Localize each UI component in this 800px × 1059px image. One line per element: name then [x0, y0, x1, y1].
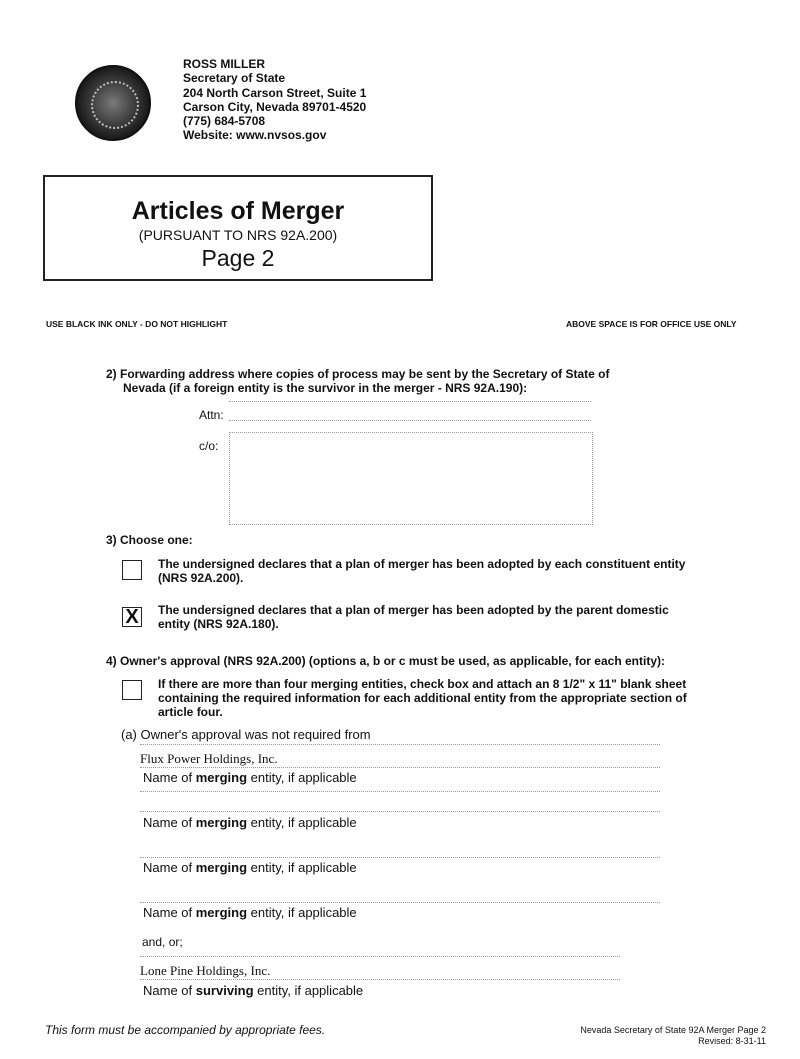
- option-parent-entity-line-1: The undersigned declares that a plan of merger has been adopted by the parent domestic: [158, 603, 669, 617]
- checkbox-each-entity[interactable]: [122, 560, 142, 580]
- merging-entity-2-caption: Name of merging entity, if applicable: [143, 815, 357, 830]
- form-revision-info: [580, 1025, 766, 1047]
- and-or-label: and, or;: [142, 935, 183, 949]
- merging-entity-1-value[interactable]: Flux Power Holdings, Inc.: [140, 751, 278, 766]
- section-2-line-1: 2) Forwarding address where copies of process may be sent by the Secretary of State of: [106, 367, 610, 381]
- section-3-heading: 3) Choose one:: [106, 533, 193, 547]
- section-4-heading: 4) Owner's approval (NRS 92A.200) (options a, b or c must be used, as applicable, for each entity):: [106, 654, 665, 668]
- office-phone: (775) 684-5708: [183, 114, 266, 129]
- attn-field[interactable]: [229, 420, 591, 421]
- surviving-entity-caption: Name of surviving entity, if applicable: [143, 983, 364, 998]
- merging-entity-2-top-border: [140, 791, 660, 792]
- co-address-field[interactable]: [229, 432, 593, 525]
- co-label: c/o:: [199, 439, 219, 453]
- office-website: Website: www.nvsos.gov: [183, 128, 327, 143]
- merging-entity-3-field: [140, 857, 660, 858]
- option-each-entity-line-2: (NRS 92A.200).: [158, 571, 244, 585]
- surviving-entity-field: [140, 979, 620, 980]
- form-title-box: [43, 175, 433, 281]
- surviving-entity-top-border: [140, 956, 620, 957]
- secretary-title: Secretary of State: [183, 71, 286, 86]
- attn-label: Attn:: [199, 408, 224, 422]
- section-2-line-2: Nevada (if a foreign entity is the survivor in the merger - NRS 92A.190):: [123, 381, 528, 395]
- option-each-entity-line-1: The undersigned declares that a plan of merger has been adopted by each constituent entity: [158, 557, 686, 571]
- attn-field-top-border: [229, 401, 591, 402]
- ink-instruction: USE BLACK INK ONLY - DO NOT HIGHLIGHT: [46, 319, 228, 329]
- additional-entities-note-line-2: containing the required information for each additional entity from the appropriate section of: [158, 691, 687, 705]
- form-title: Articles of Merger: [131, 197, 345, 225]
- merging-entity-2-field: [140, 811, 660, 812]
- office-header: [183, 57, 366, 143]
- option-parent-entity-line-2: entity (NRS 92A.180).: [158, 617, 279, 631]
- form-page-label: Page 2: [201, 245, 275, 271]
- surviving-entity-value[interactable]: Lone Pine Holdings, Inc.: [140, 963, 271, 978]
- additional-entities-note-line-1: If there are more than four merging entities, check box and attach an 8 1/2" x 11" blank sheet: [158, 677, 687, 691]
- form-revised-date: Revised: 8-31-11: [698, 1036, 766, 1046]
- option-a-label: (a) Owner's approval was not required from: [121, 727, 371, 742]
- fees-note: This form must be accompanied by appropriate fees.: [45, 1023, 326, 1037]
- office-city: Carson City, Nevada 89701-4520: [183, 99, 367, 114]
- additional-entities-note-line-3: article four.: [158, 705, 223, 719]
- form-subtitle: (PURSUANT TO NRS 92A.200): [138, 227, 338, 243]
- office-street: 204 North Carson Street, Suite 1: [183, 85, 367, 100]
- merging-entity-3-caption: Name of merging entity, if applicable: [143, 860, 357, 875]
- office-use-note: ABOVE SPACE IS FOR OFFICE USE ONLY: [566, 319, 737, 329]
- nevada-state-seal: [75, 65, 151, 141]
- secretary-name: ROSS MILLER: [183, 57, 266, 71]
- merging-entity-1-caption: Name of merging entity, if applicable: [143, 770, 357, 785]
- merging-entity-1-top-border: [140, 744, 660, 745]
- merging-entity-4-caption: Name of merging entity, if applicable: [143, 905, 357, 920]
- checkbox-additional-entities[interactable]: [122, 680, 142, 700]
- merging-entity-4-field: [140, 902, 660, 903]
- form-page-id: Nevada Secretary of State 92A Merger Page 2: [580, 1025, 766, 1035]
- checkbox-parent-entity[interactable]: X: [122, 607, 142, 627]
- merging-entity-1-field: [140, 767, 660, 768]
